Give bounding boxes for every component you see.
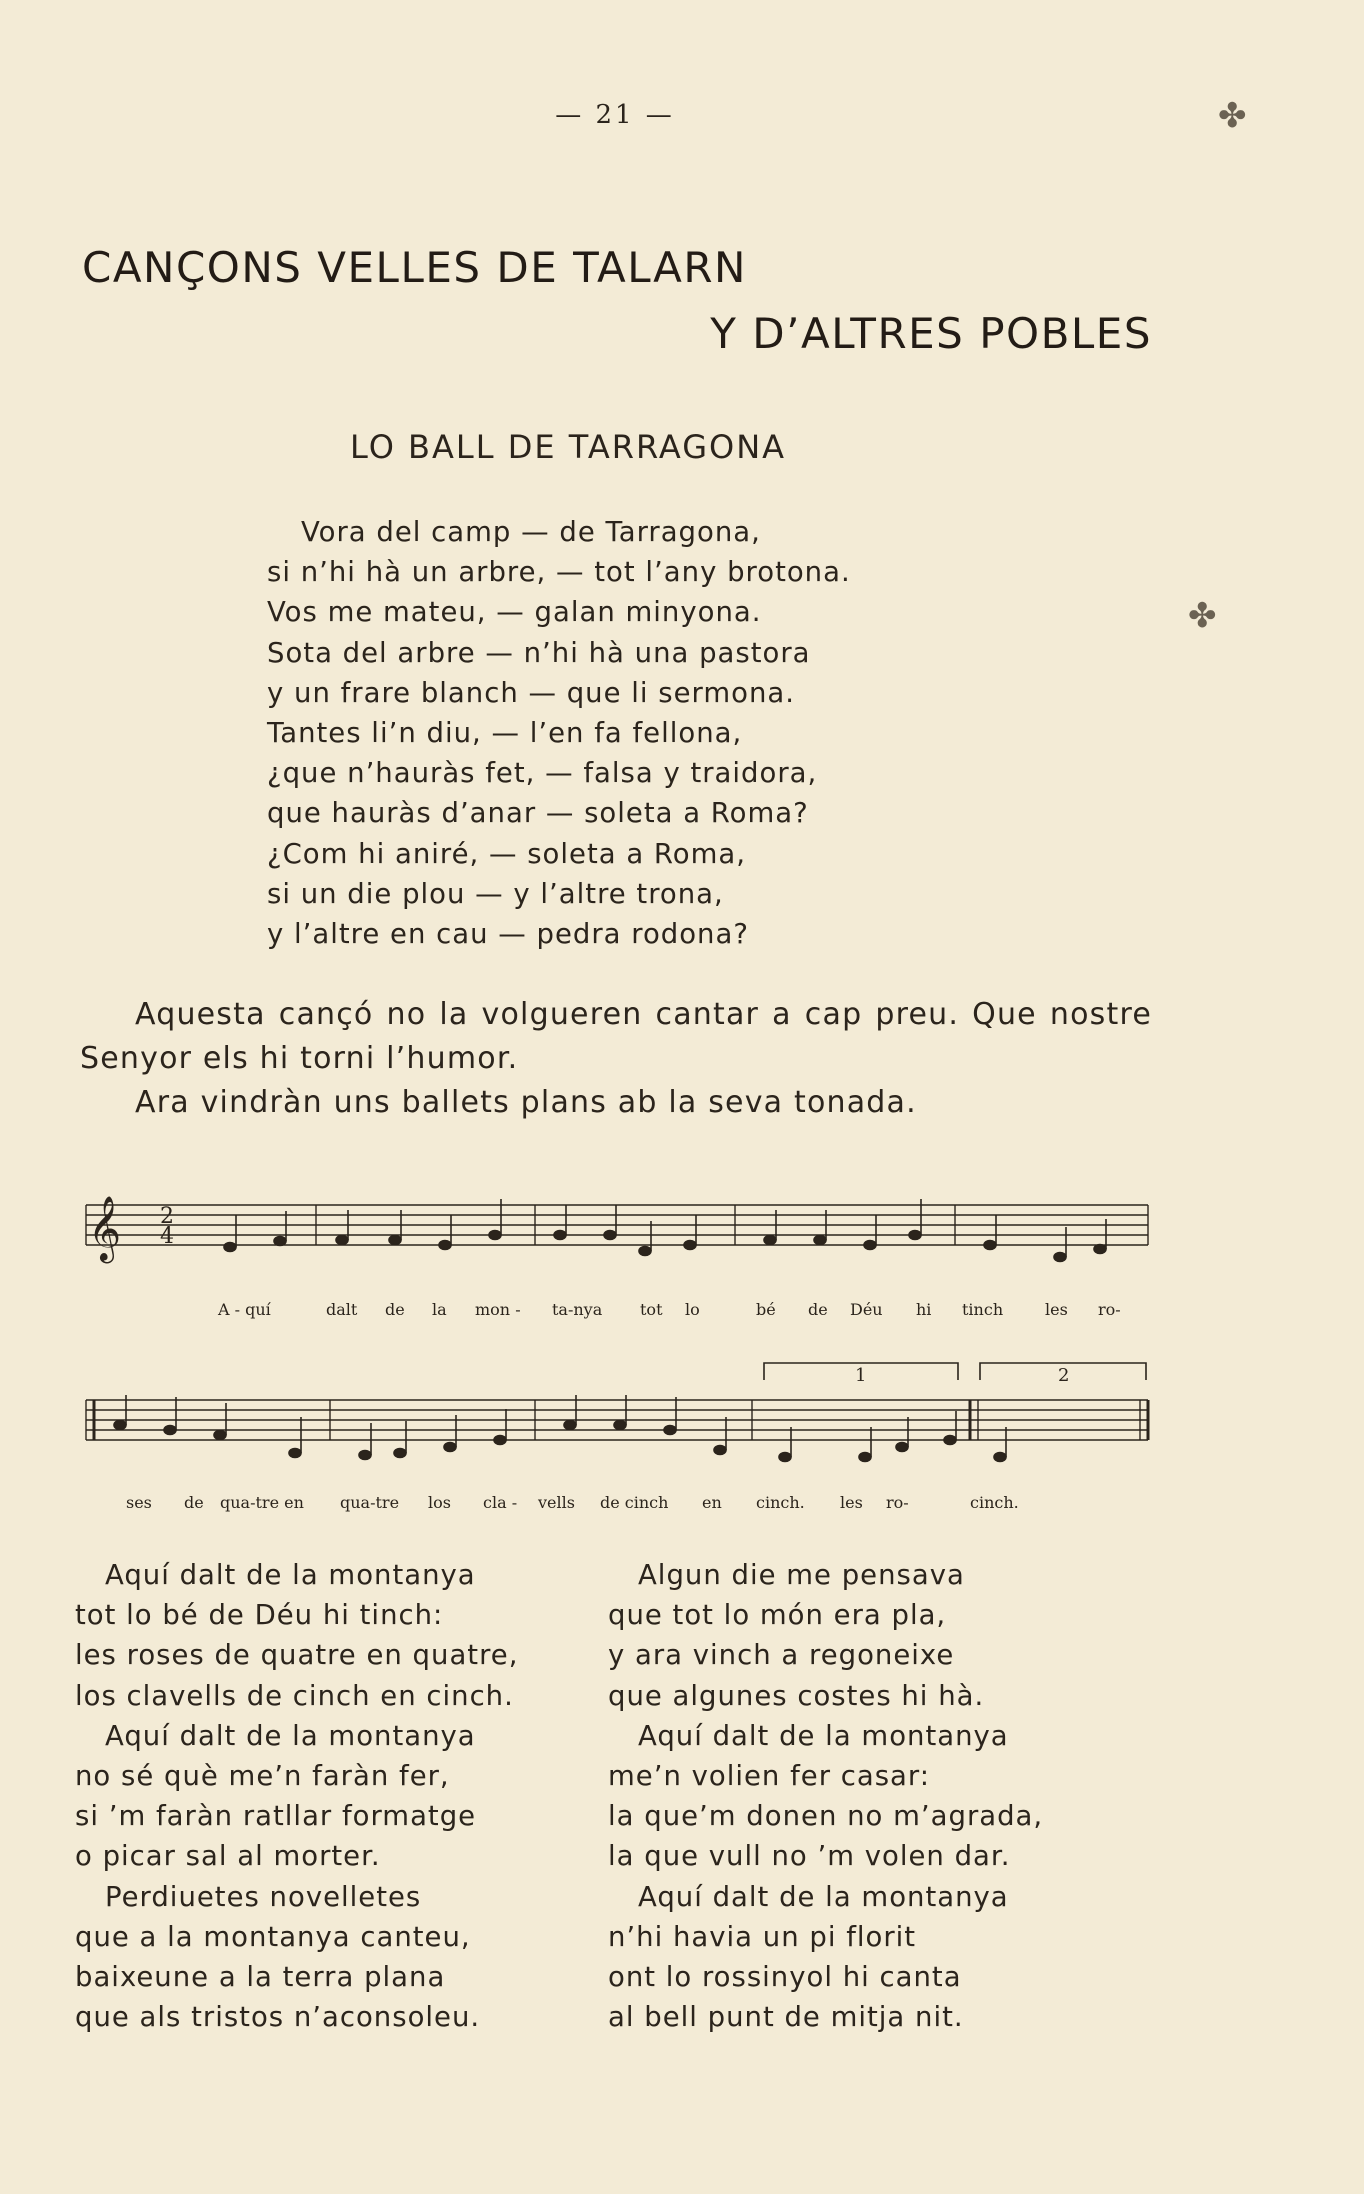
- verses-left-column: [75, 1555, 518, 2037]
- music-score: [80, 1185, 1160, 1515]
- note: [494, 1436, 506, 1445]
- lyric: ses: [126, 1493, 152, 1512]
- note: [896, 1443, 908, 1452]
- verse-line: Algun die me pensava: [638, 1559, 965, 1591]
- note: [614, 1421, 626, 1430]
- staff-1-notes: [224, 1199, 1106, 1262]
- time-signature-top: 2: [160, 1204, 174, 1229]
- music-staff-svg: [80, 1185, 1160, 1515]
- verse-line: que als tristos n’aconsoleu.: [75, 2001, 481, 2034]
- note: [394, 1449, 406, 1458]
- verse-line: que a la montanya canteu,: [75, 1920, 471, 1953]
- lyric: de: [184, 1493, 204, 1512]
- treble-clef-icon: 𝄞: [88, 1196, 122, 1261]
- note: [214, 1431, 226, 1440]
- staff-1-lyrics: [217, 1300, 1121, 1319]
- title-line-1: CANÇONS VELLES DE TALARN: [82, 243, 747, 292]
- verse-line: no sé què me’n faràn fer,: [75, 1760, 450, 1793]
- staff-2-notes: [114, 1395, 1006, 1462]
- verse-line: que tot lo món era pla,: [608, 1599, 947, 1632]
- lyric: lo: [685, 1300, 700, 1319]
- prose-paragraph: Ara vindràn uns ballets plans ab la seva tonada.: [135, 1085, 917, 1120]
- lyric: de: [385, 1300, 405, 1319]
- note: [444, 1443, 456, 1452]
- note: [714, 1446, 726, 1455]
- lyric: cla -: [483, 1493, 518, 1512]
- verses-right-column: [608, 1555, 1043, 2037]
- note: [664, 1426, 676, 1435]
- note: [859, 1453, 871, 1462]
- note: [1094, 1245, 1106, 1254]
- staff-2-lyrics: [126, 1493, 1019, 1512]
- lyric: les: [840, 1493, 863, 1512]
- note: [814, 1236, 826, 1245]
- poem-line: Tantes li’n diu, — l’en fa fellona,: [267, 717, 743, 750]
- lyric: de cinch: [600, 1493, 669, 1512]
- verse-line: si ’m faràn ratllar formatge: [75, 1800, 477, 1833]
- note: [389, 1236, 401, 1245]
- note: [289, 1449, 301, 1458]
- note: [639, 1247, 651, 1256]
- note: [984, 1241, 996, 1250]
- note: [224, 1243, 236, 1252]
- poem-line: y un frare blanch — que li sermona.: [267, 676, 795, 709]
- lyric: ta-nya: [552, 1300, 603, 1319]
- lyric: dalt: [326, 1300, 358, 1319]
- lyric: qua-tre en: [220, 1493, 304, 1512]
- verse-line: Aquí dalt de la montanya: [638, 1719, 1009, 1752]
- lyric: cinch.: [970, 1493, 1019, 1512]
- poem-line: Vora del camp — de Tarragona,: [301, 516, 761, 548]
- lyric: qua-tre: [340, 1493, 400, 1512]
- note: [764, 1236, 776, 1245]
- lyric: en: [702, 1493, 722, 1512]
- note: [604, 1231, 616, 1240]
- lyric: hi: [916, 1300, 932, 1319]
- verse-line: al bell punt de mitja nit.: [608, 2001, 964, 2034]
- lyric: tot: [640, 1300, 663, 1319]
- lyric: de: [808, 1300, 828, 1319]
- poem-line: Vos me mateu, — galan minyona.: [267, 596, 762, 629]
- verse-line: o picar sal al morter.: [75, 1840, 381, 1873]
- note: [164, 1426, 176, 1435]
- note: [489, 1231, 501, 1240]
- paper-speck-icon: ✤: [1188, 596, 1217, 636]
- lyric: tinch: [962, 1300, 1004, 1319]
- note: [944, 1436, 956, 1445]
- lyric: ro-: [886, 1493, 909, 1512]
- verse-line: n’hi havia un pi florit: [608, 1920, 917, 1953]
- note: [909, 1231, 921, 1240]
- note: [1054, 1253, 1066, 1262]
- note: [779, 1453, 791, 1462]
- prose-paragraph: Aquesta cançó no la volgueren cantar a cap preu. Que nostre Senyor els hi torni l’humor.: [80, 997, 1152, 1076]
- lyric: vells: [538, 1493, 575, 1512]
- verse-line: baixeune a la terra plana: [75, 1961, 446, 1994]
- note: [684, 1241, 696, 1250]
- verse-line: tot lo bé de Déu hi tinch:: [75, 1599, 444, 1632]
- ending-brackets: [764, 1363, 1146, 1380]
- lyric: la: [432, 1300, 447, 1319]
- note: [359, 1451, 371, 1460]
- verse-line: Aquí dalt de la montanya: [105, 1719, 476, 1752]
- lyric: A - quí: [218, 1300, 271, 1319]
- poem-line: que hauràs d’anar — soleta a Roma?: [267, 797, 809, 830]
- verse-line: Aquí dalt de la montanya: [105, 1559, 476, 1591]
- lyric: les: [1045, 1300, 1068, 1319]
- verse-line: Perdiuetes novelletes: [105, 1880, 422, 1913]
- poem: [267, 512, 851, 954]
- verse-line: la que’m donen no m’agrada,: [608, 1800, 1044, 1833]
- verse-line: ont lo rossinyol hi canta: [608, 1961, 962, 1994]
- page-title: [82, 235, 1152, 367]
- verse-line: la que vull no ’m volen dar.: [608, 1840, 1011, 1873]
- ending-label: 1: [855, 1365, 867, 1386]
- ending-label: 2: [1058, 1365, 1070, 1386]
- verse-line: que algunes costes hi hà.: [608, 1679, 985, 1712]
- staff-2: [86, 1400, 1148, 1440]
- lyric: bé: [756, 1300, 776, 1319]
- time-signature-bottom: 4: [160, 1224, 174, 1249]
- note: [564, 1421, 576, 1430]
- paper-speck-icon: ✤: [1218, 96, 1247, 136]
- lyric: mon -: [475, 1300, 521, 1319]
- poem-line: si un die plou — y l’altre trona,: [267, 877, 724, 910]
- note: [114, 1421, 126, 1430]
- verse-line: y ara vinch a regoneixe: [608, 1639, 955, 1672]
- poem-line: ¿que n’hauràs fet, — falsa y traidora,: [267, 757, 818, 790]
- verse-line: me’n volien fer casar:: [608, 1760, 930, 1793]
- page-number: — 21 —: [555, 100, 675, 130]
- note: [439, 1241, 451, 1250]
- note: [994, 1453, 1006, 1462]
- poem-line: Sota del arbre — n’hi hà una pastora: [267, 636, 811, 669]
- song-subtitle: LO BALL DE TARRAGONA: [350, 428, 787, 466]
- staff-1: [86, 1205, 1148, 1245]
- verse-line: les roses de quatre en quatre,: [75, 1639, 519, 1672]
- lyric: los: [428, 1493, 451, 1512]
- note: [864, 1241, 876, 1250]
- note: [274, 1237, 286, 1246]
- lyric: Déu: [850, 1300, 883, 1319]
- note: [336, 1236, 348, 1245]
- verse-line: Aquí dalt de la montanya: [638, 1880, 1009, 1913]
- poem-line: ¿Com hi aniré, — soleta a Roma,: [267, 837, 746, 870]
- title-line-2: Y D’ALTRES POBLES: [710, 309, 1152, 358]
- poem-line: si n’hi hà un arbre, — tot l’any brotona.: [267, 556, 851, 589]
- lyric: ro-: [1098, 1300, 1121, 1319]
- verse-line: los clavells de cinch en cinch.: [75, 1679, 514, 1712]
- note: [554, 1231, 566, 1240]
- poem-line: y l’altre en cau — pedra rodona?: [267, 918, 749, 951]
- lyric: cinch.: [756, 1493, 805, 1512]
- prose: [80, 993, 1152, 1125]
